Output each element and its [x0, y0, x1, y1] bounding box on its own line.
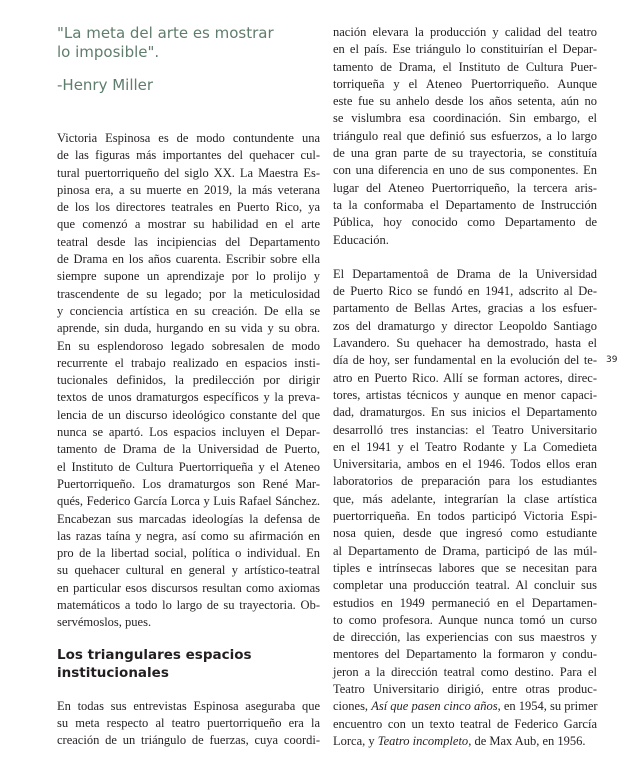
- text-line: siempre supone un aprendizaje por lo prolijo y: [57, 269, 320, 284]
- continued-paragraph: [333, 24, 597, 249]
- text-line: de Puerto Rico se fundó en 1941, adscrito al De-: [333, 284, 597, 299]
- text-line: encuentro con un texto teatral de Federico García: [333, 716, 597, 731]
- section-heading-line: Los triangulares espacios: [57, 646, 252, 663]
- text-line: Puertorriqueño. Los dramaturgos son René Mar-: [57, 476, 320, 491]
- text-line: que, más adelante, integrarían la clase artística: [333, 491, 597, 506]
- text-line: dad, dramaturgos. En sus inicios el Departamento: [333, 405, 597, 420]
- text-line: lencia de un discurso ideológico constante del que: [57, 407, 320, 422]
- text-line: en particular esos discursos resultan como axiomas: [57, 580, 320, 595]
- text-line: Universitaria, ambos en el 1946. Todos ellos eran: [333, 457, 597, 472]
- epigraph-quote: [57, 24, 317, 62]
- text-line: Victoria Espinosa es de modo contundente una: [57, 131, 320, 145]
- text-line: puertorriqueña. En todos participó Victoria Espi-: [333, 509, 597, 524]
- text-line: to como profesora. Aunque nunca tomó un curso: [333, 612, 597, 627]
- left-column: [57, 130, 320, 750]
- text-line: de dirección, las experiencias con sus maestros y: [333, 630, 597, 645]
- text-line: el Instituto de Cultura Puertorriqueña y el Ateneo: [57, 459, 320, 474]
- intro-paragraph: [57, 130, 320, 632]
- work-title: Así que pasen cinco años: [371, 699, 498, 714]
- text-line: ta la conformaba el Departamento de Instrucción: [333, 197, 597, 212]
- epigraph-line: lo imposible".: [57, 43, 160, 61]
- text-line: recurrente el trabajo realizado en espacios insti-: [57, 355, 320, 370]
- right-column: [333, 24, 597, 750]
- text-line: de una gran parte de su trayectoria, se constituía: [333, 146, 597, 161]
- text-line: con una diferencia en uno de sus componentes. En: [333, 163, 597, 178]
- text-line: y conciencia artística en su creación. De ella se: [57, 303, 320, 318]
- section-heading-line: institucionales: [57, 664, 169, 681]
- text-line: nunca se apartó. Los espacios incluyen el Depar-: [57, 425, 320, 440]
- text-line: al Departamento de Drama, participó de las múl-: [333, 543, 597, 558]
- text-line: Lorca, y Teatro incompleto, de Max Aub, en 1956.: [333, 733, 586, 748]
- text-line: pro de la libertad social, política o individual. En: [57, 546, 320, 561]
- text-line: El Departamentoâ de Drama de la Universidad: [333, 266, 597, 281]
- text-line: su quehacer cultural en general y artístico-teatral: [57, 563, 320, 578]
- text-line: creación de un triángulo de fuerzas, cuya coordi-: [57, 733, 320, 748]
- text-line: de los los directores teatrales en Puerto Rico, ya: [57, 200, 320, 215]
- text-line: que comenzó a mostrar su habilidad en el arte: [57, 217, 320, 232]
- text-line: partamento de Bellas Artes, gracias a los esfuer-: [333, 301, 597, 316]
- text-line: laboratorios de preparación para los estudiantes: [333, 474, 597, 489]
- text-line: de Drama en los años cuarenta. Escribir sobre ella: [57, 252, 320, 267]
- section-paragraph: [57, 698, 320, 750]
- text-line: aprende, sin duda, hurgando en su vida y su obra.: [57, 321, 320, 336]
- text-line: se vislumbra esa coordinación. Sin embargo, el: [333, 111, 597, 126]
- text-line: este fue su anhelo desde los años setenta, aún no: [333, 94, 597, 109]
- epigraph-author: -Henry Miller: [57, 76, 154, 94]
- text-line: en el país. Ese triángulo lo constituirían el Depar-: [333, 42, 597, 57]
- text-line: tiples e intrínsecas labores que se necesitan para: [333, 560, 597, 575]
- text-line: mentores del Departamento la formaron y condu-: [333, 647, 597, 662]
- text-line: textos de unos dramaturgos específicos y la preva-: [57, 390, 320, 405]
- page-number: 39: [606, 355, 618, 365]
- text-line: tamento de Drama, el Instituto de Cultura Puer-: [333, 59, 597, 74]
- text-line: nosa quien, desde que ingresó como estudiante: [333, 526, 597, 541]
- text-line: atro en Puerto Rico. Allí se forman actores, direc-: [333, 370, 597, 385]
- text-line: En su esplendoroso legado sobresalen de modo: [57, 338, 320, 353]
- text-line: En todas sus entrevistas Espinosa aseguraba que: [57, 698, 320, 713]
- text-line: ciones, Así que pasen cinco años, en 1954, su primer: [333, 699, 598, 714]
- text-line: pinosa era, a su muerte en 2019, la más veterana: [57, 182, 320, 197]
- text-line: desarrolló tres instancias: el Teatro Universitario: [333, 422, 597, 437]
- text-line: Teatro Universitario dirigió, entre otras produc-: [333, 681, 597, 696]
- text-line: su meta respecto al teatro puertorriqueño era la: [57, 715, 320, 730]
- text-line: triángulo real que definió sus esfuerzos, a lo largo: [333, 128, 597, 143]
- text-line: las razas taína y negra, así como su afirmación en: [57, 528, 320, 543]
- text-line: Lavandero. Su quehacer ha demostrado, hasta el: [333, 336, 597, 351]
- text-line: jeron a la dirección teatral como destino. Para el: [333, 664, 597, 679]
- work-title: Teatro incompleto: [377, 733, 469, 748]
- text-line: teatral desde las incipiencias del Departamento: [57, 234, 320, 249]
- text-line: de las figuras más importantes del quehacer cul-: [57, 148, 320, 163]
- text-line: tores, artistas técnicos y aunque en menor capaci-: [333, 387, 597, 402]
- text-line: torriqueña y el Ateneo Puertorriqueño. Aunque: [333, 76, 597, 91]
- text-line: servémoslos, pues.: [57, 615, 152, 630]
- text-line: qués, Federico García Lorca y Luis Rafael Sánchez.: [57, 494, 320, 509]
- text-line: nación elevara la producción y calidad del teatro: [333, 25, 597, 39]
- text-line: trascendente de su legado; por la meticulosidad: [57, 286, 320, 301]
- text-line: Encabezan sus marcadas ideologías la defensa de: [57, 511, 320, 526]
- section-heading: [57, 646, 320, 682]
- text-line: completar una producción teatral. Al concluir sus: [333, 578, 597, 593]
- text-line: Pública, hoy conocido como Departamento de: [333, 215, 597, 230]
- text-line: día de hoy, ser fundamental en la evolución del te-: [333, 353, 597, 368]
- text-line: zos del dramaturgo y director Leopoldo Santiago: [333, 318, 597, 333]
- department-paragraph: [333, 266, 597, 750]
- text-line: lugar del Ateneo Puertorriqueño, la tercera aris-: [333, 180, 597, 195]
- text-line: en el 1941 y el Teatro Rodante y La Comedieta: [333, 439, 597, 454]
- text-line: tural puertorriqueño del siglo XX. La Maestra Es-: [57, 165, 320, 180]
- text-line: estudios en 1949 permaneció en el Departamen-: [333, 595, 597, 610]
- epigraph-line: "La meta del arte es mostrar: [57, 24, 274, 42]
- text-line: tucionales definidos, la predilección por dirigir: [57, 373, 320, 388]
- text-line: matemáticos a todo lo largo de su trayectoria. Ob-: [57, 598, 320, 613]
- text-line: tamento de Drama de la Universidad de Puerto,: [57, 442, 320, 457]
- text-line: Educación.: [333, 232, 389, 247]
